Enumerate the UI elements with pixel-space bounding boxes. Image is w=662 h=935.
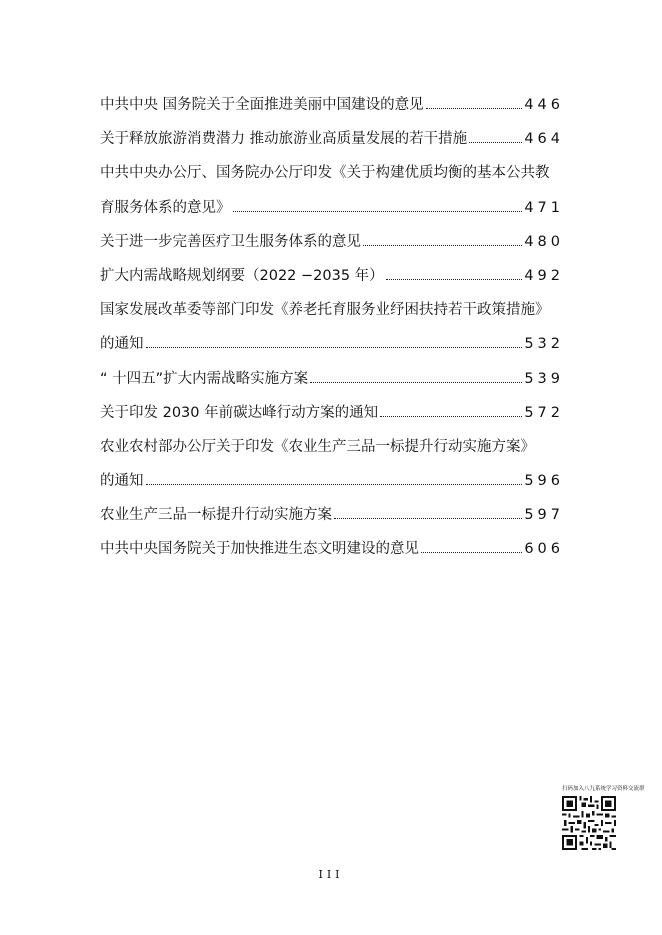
toc-entry-page: 572 bbox=[524, 404, 564, 421]
dot-leader bbox=[363, 244, 522, 246]
toc-entry-page: 532 bbox=[524, 336, 564, 353]
toc-entry[interactable] bbox=[100, 532, 564, 566]
dot-leader bbox=[469, 141, 522, 143]
toc-entry-title: 关于进一步完善医疗卫生服务体系的意见 bbox=[100, 233, 361, 250]
dot-leader bbox=[146, 483, 523, 485]
toc-entry-page: 606 bbox=[524, 541, 564, 558]
toc-entry-title: 育服务体系的意见》 bbox=[100, 199, 231, 216]
toc-entry-title: 的通知 bbox=[100, 336, 144, 353]
toc-entry-page: 492 bbox=[524, 267, 564, 284]
toc-entry[interactable] bbox=[100, 225, 564, 259]
qr-code-icon[interactable] bbox=[562, 796, 616, 850]
toc-entry[interactable] bbox=[100, 88, 564, 122]
table-of-contents bbox=[100, 88, 564, 567]
toc-entry-title-line1: 中共中央办公厅、国务院办公厅印发《关于构建优质均衡的基本公共教 bbox=[100, 165, 550, 182]
toc-entry-title: 的通知 bbox=[100, 473, 144, 490]
toc-entry-title: 扩大内需战略规划纲要（2022 −2035 年） bbox=[100, 267, 384, 284]
page-number: III bbox=[318, 868, 344, 881]
toc-entry-title: 关于释放旅游消费潜力 推动旅游业高质量发展的若干措施 bbox=[100, 131, 468, 148]
toc-entry-page: 480 bbox=[524, 233, 564, 250]
toc-entry-title: 中共中央国务院关于加快推进生态文明建设的意见 bbox=[100, 541, 419, 558]
toc-entry[interactable] bbox=[100, 498, 564, 532]
dot-leader bbox=[426, 107, 523, 109]
toc-entry-first-line[interactable] bbox=[100, 156, 560, 190]
qr-caption: 扫码加入八九系统学习资料交流群 bbox=[562, 786, 645, 792]
toc-entry-title: 中共中央 国务院关于全面推进美丽中国建设的意见 bbox=[100, 97, 424, 113]
dot-leader bbox=[146, 346, 523, 348]
dot-leader bbox=[421, 551, 522, 553]
toc-entry-page: 597 bbox=[524, 507, 564, 524]
dot-leader bbox=[310, 381, 522, 383]
toc-entry[interactable] bbox=[100, 191, 564, 225]
toc-entry-page: 471 bbox=[524, 199, 564, 216]
toc-entry-first-line[interactable] bbox=[100, 293, 560, 327]
dot-leader bbox=[386, 278, 523, 280]
toc-entry[interactable] bbox=[100, 396, 564, 430]
toc-entry[interactable] bbox=[100, 122, 564, 156]
toc-entry[interactable] bbox=[100, 464, 564, 498]
toc-entry-page: 464 bbox=[524, 131, 564, 148]
dot-leader bbox=[380, 415, 522, 417]
toc-entry-title-line1: 农业农村部办公厅关于印发《农业生产三品一标提升行动实施方案》 bbox=[100, 438, 535, 455]
toc-entry-title: 农业生产三品一标提升行动实施方案 bbox=[100, 507, 332, 524]
toc-entry-title: “ 十四五”扩大内需战略实施方案 bbox=[100, 370, 309, 387]
toc-entry-page: 446 bbox=[524, 97, 564, 113]
toc-entry-first-line[interactable] bbox=[100, 430, 560, 464]
dot-leader bbox=[233, 210, 523, 212]
toc-entry-title-line1: 国家发展改革委等部门印发《养老托育服务业纾困扶持若干政策措施》 bbox=[100, 302, 550, 319]
dot-leader bbox=[334, 517, 522, 519]
toc-entry[interactable] bbox=[100, 327, 564, 361]
toc-entry-page: 539 bbox=[524, 370, 564, 387]
toc-entry[interactable] bbox=[100, 362, 564, 396]
qr-block bbox=[562, 786, 645, 850]
toc-entry[interactable] bbox=[100, 259, 564, 293]
toc-entry-title: 关于印发 2030 年前碳达峰行动方案的通知 bbox=[100, 404, 379, 421]
toc-entry-page: 596 bbox=[524, 473, 564, 490]
